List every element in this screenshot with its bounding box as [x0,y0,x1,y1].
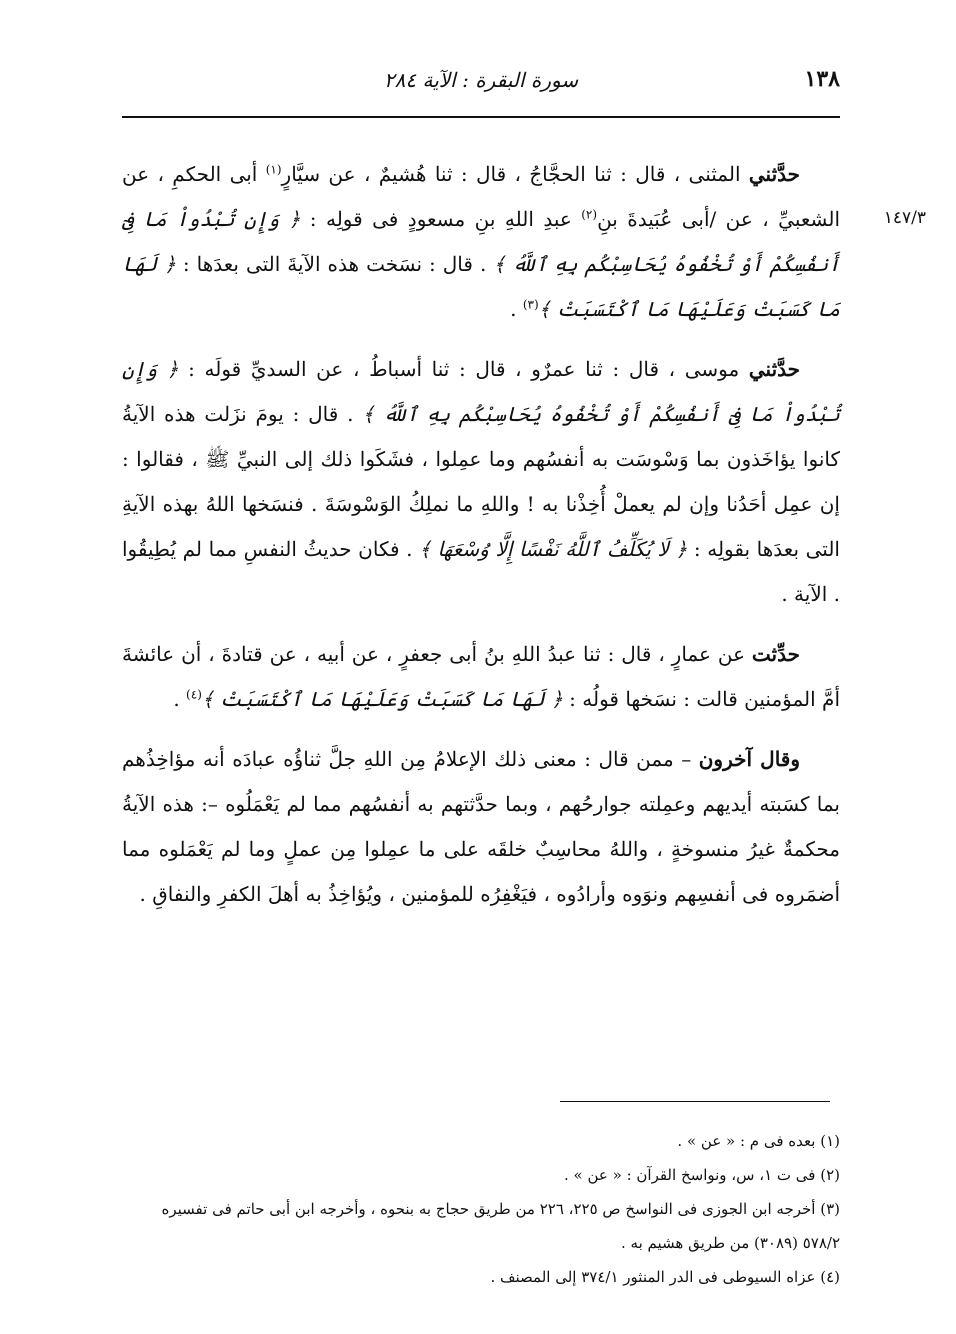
quran-quote: ﴿ وَإِن تُبْدُواْ مَا فِىٓ أَنفُسِكُمْ أَوْ تُخْفُوهُ يُحَاسِبْكُم بِهِ ٱللَّهُ ﴾ [122,207,840,276]
paragraph-text: المثنى ، قال : ثنا الحجَّاجُ ، قال : ثنا هُشيمٌ ، عن سيَّارٍ [281,162,749,186]
paragraph-text: . [173,687,187,711]
paragraph-text: . قال : يومَ نزَلت هذه الآيةُ كانوا يؤاخَذون بما وَسْوسَت به أنفسُهم وما عمِلوا ، فشَكَوا ذلك إلى النبيِّ ﷺ ، فقالوا : إن عمِل أحَدُنا وإن لم يعملْ أُخِذْنا به ! واللهِ ما نملِكُ الوَسْوسَةَ . فنسَخها اللهُ بهذه الآيةِ التى بعدَها بقولِه : [122,402,840,561]
paragraph-text: . قال : نسَخت هذه الآيةَ التى بعدَها : [175,252,494,276]
paragraph-text: عبدِ اللهِ بنِ مسعودٍ فى قولِه : [300,207,582,231]
paragraph-text: أبى الحكمِ ، عن الشعبيِّ ، عن /أبى عُبَيدةَ بنِ [122,162,840,231]
paragraph-text: . فكان حديثُ النفسِ مما لم يُطِيقُوا . الآية . [122,537,840,606]
quran-quote: ﴿ لَهَا مَا كَسَبَتْ وَعَلَيْهَا مَا ٱكْتَسَبَتْ ﴾ [122,252,840,321]
running-title: سورة البقرة : الآية ٢٨٤ [383,68,579,92]
main-text [122,152,840,932]
paragraph-lead: حدِّثت [751,642,800,666]
paragraph-text: – ممن قال : معنى ذلك الإعلامُ مِن اللهِ جلَّ ثناؤُه عبادَه أنه مؤاخِذُهم بما كسَبته أيديهم وعمِلته جوارحُهم ، وبما حدَّثتهم به أنفسُهم مما لم يَعْمَلُوه –: هذه الآيةُ محكمةٌ غيرُ منسوخةٍ ، واللهُ محاسِبٌ خلقَه على ما عمِلوا مِن عملٍ وما لم يَعْمَلوه مما أضمَروه فى أنفسِهم ونوَوه وأرادُوه ، فيَغْفِرُه للمؤمنين ، ويُؤاخِذُ به أهلَ الكفرِ والنفاقِ . [122,747,840,906]
footnote-marker: (٢) [581,207,598,222]
running-header [122,66,840,106]
paragraph-lead: وقال آخرون [698,747,801,771]
quran-quote: ﴿ لَا يُكَلِّفُ ٱللَّهُ نَفْسًا إِلَّا وُسْعَهَا ﴾ [419,537,688,561]
quran-quote: ﴿ وَإِن تُبْدُواْ مَا فِىٓ أَنفُسِكُمْ أَوْ تُخْفُوهُ يُحَاسِبْكُم بِهِ ٱللَّهُ ﴾ [122,357,840,426]
paragraph-text: عن عمارٍ ، قال : ثنا عبدُ اللهِ بنُ أبى جعفرٍ ، عن أبيه ، عن قتادةَ ، أن عائشةَ أمَّ المؤمنين قالت : نسَخها قولُه : [122,642,840,711]
footnote-marker: (٤) [186,687,202,702]
footnote: (٣) أخرجه ابن الجوزى فى النواسخ ص ٢٢٥، ٢٢٦ من طريق حجاج به بنحوه ، وأخرجه ابن أبى حاتم فى تفسيره ٥٧٨/٢ (٣٠٨٩) من طريق هشيم به . [161,1200,840,1252]
margin-reference: ١٤٧/٣ [883,208,926,228]
footnote: (٤) عزاه السيوطى فى الدر المنثور ٣٧٤/١ إلى المصنف . [490,1268,840,1286]
quran-quote: ﴿ لَهَا مَا كَسَبَتْ وَعَلَيْهَا مَا ٱكْتَسَبَتْ ﴾ [201,687,563,711]
page-number: ١٣٨ [804,66,840,92]
paragraph [122,152,840,332]
footnote: (٢) فى ت ١، س، ونواسخ القرآن : « عن » . [564,1166,840,1184]
paragraph [122,737,840,917]
paragraph-lead: حدَّثني [748,357,800,381]
footnote-rule [560,1101,830,1102]
footnote-marker: (١) [265,162,282,177]
paragraph [122,347,840,617]
paragraph [122,632,840,722]
header-rule [122,116,840,118]
paragraph-text: موسى ، قال : ثنا عمرٌو ، قال : ثنا أسباطُ ، عن السديِّ قولَه : [178,357,749,381]
paragraph-text: . [510,297,523,321]
footnote-marker: (٣) [522,297,539,312]
footnotes [122,1124,840,1294]
paragraph-lead: حدَّثني [748,162,800,186]
footnote: (١) بعده فى م : « عن » . [677,1132,840,1150]
